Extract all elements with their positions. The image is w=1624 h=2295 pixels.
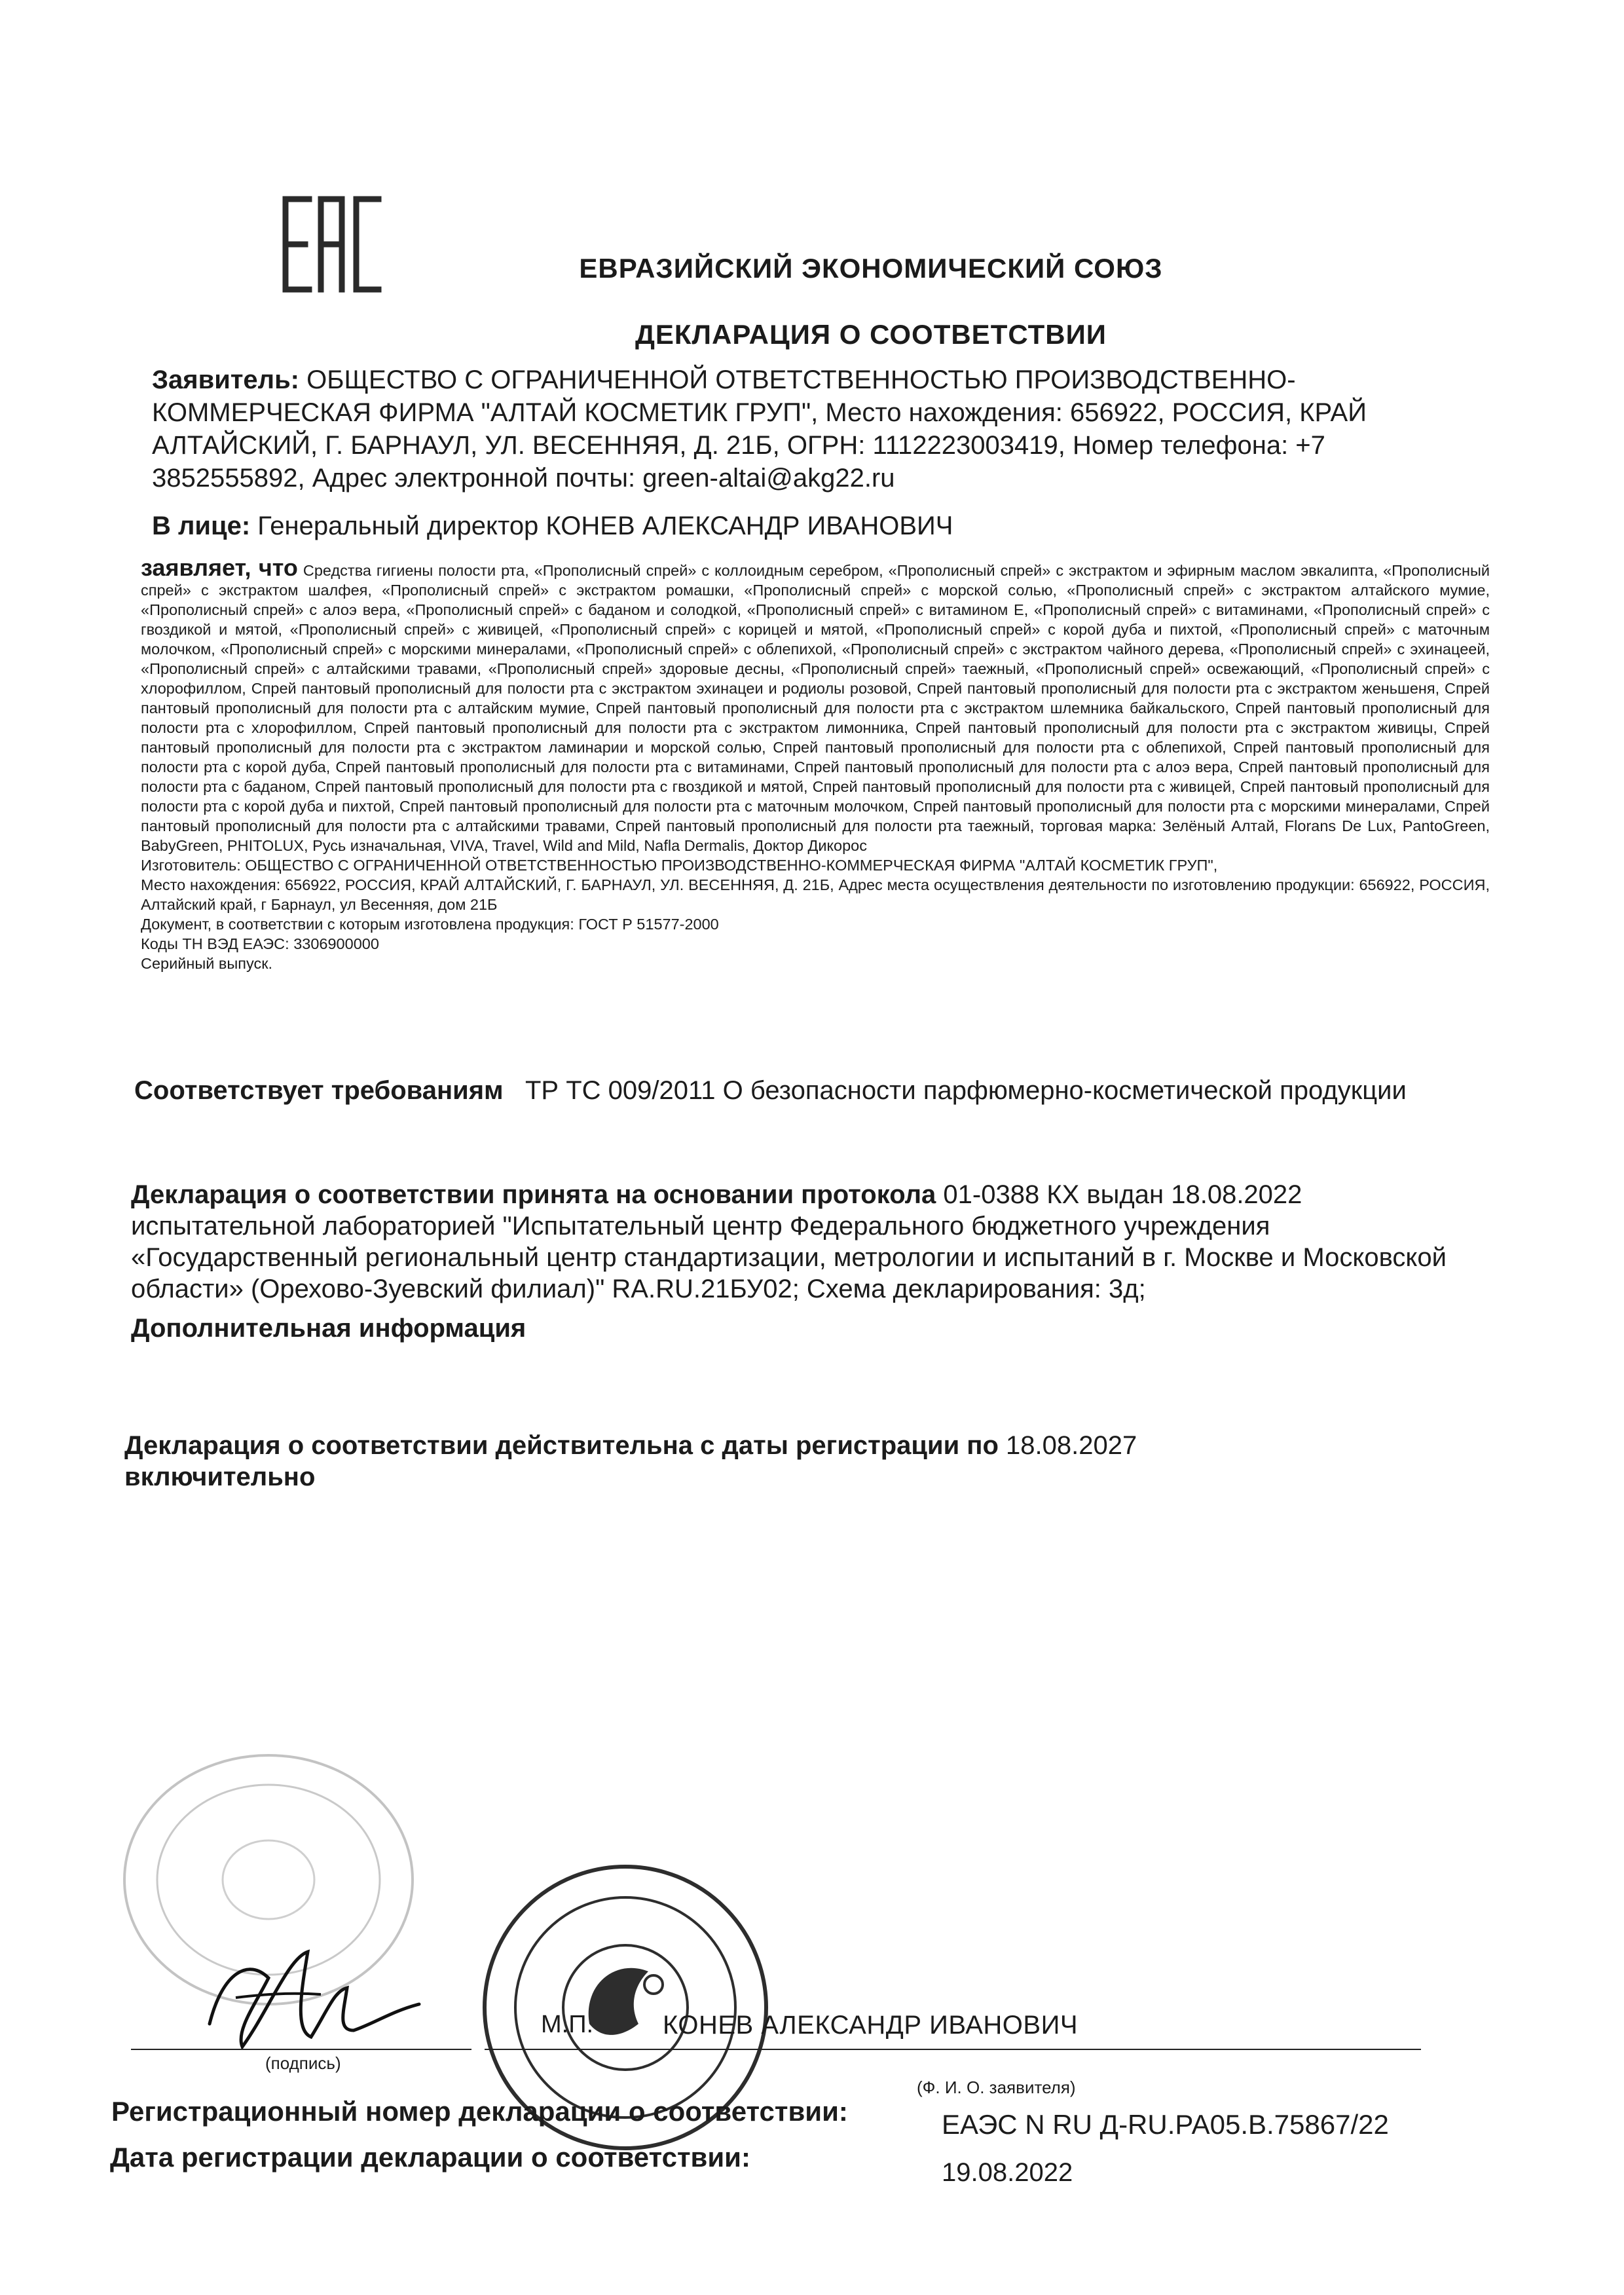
manufacturer-text: Изготовитель: ОБЩЕСТВО С ОГРАНИЧЕННОЙ ОТВЕТСТВЕННОСТЬЮ ПРОИЗВОДСТВЕННО-КОММЕРЧЕСКАЯ ФИРМА "АЛТАЙ КОСМЕТИК ГРУП", <box>141 857 1218 874</box>
location-text: Место нахождения: 656922, РОССИЯ, КРАЙ АЛТАЙСКИЙ, Г. БАРНАУЛ, УЛ. ВЕСЕННЯЯ, Д. 21Б, Адрес места осуществления деятельности по изготовлению продукции: 656922, РОССИЯ, Алтайский край, г Барнаул, ул Весенняя, дом 21Б <box>141 876 1490 913</box>
document-text: Документ, в соответствии с которым изготовлена продукция: ГОСТ Р 51577-2000 <box>141 916 719 933</box>
declaration-title: ДЕКЛАРАЦИЯ О СООТВЕТСТВИИ <box>635 319 1107 350</box>
representative-block <box>152 510 1481 542</box>
additional-info-label: Дополнительная информация <box>131 1314 526 1343</box>
requirements-block <box>134 1074 1457 1107</box>
requirements-label: Соответствует требованиям <box>134 1076 504 1105</box>
registration-number-label: Регистрационный номер декларации о соответствии: <box>111 2096 848 2127</box>
name-line <box>485 2049 1421 2050</box>
applicant-label: Заявитель: <box>152 365 299 394</box>
signature-graphic <box>196 1932 432 2057</box>
validity-suffix: включительно <box>124 1463 316 1491</box>
validity-date: 18.08.2027 <box>1006 1431 1137 1460</box>
products-text: Средства гигиены полости рта, «Прополисный спрей» с коллоидным серебром, «Прополисный спрей» с экстрактом и эфирным маслом эвкалипта, «Прополисный спрей» с экстрактом шалфея, «Прополисный спрей» с экстрактом ромашки, «Прополисный спрей» с морской солью, «Прополисный спрей» с экстрактом алтайского мумие, «Прополисный спрей» с алоэ вера, «Прополисный спрей» с баданом и солодкой, «Прополисный спрей» с витамином Е, «Прополисный спрей» с витаминами, «Прополисный спрей» с гвоздикой и мятой, «Прополисный спрей» с живицей, «Прополисный спрей» с корицей и мятой, «Прополисный спрей» с корой дуба и пихтой, «Прополисный спрей» с маточным молочком, «Прополисный спрей» с морскими минералами, «Прополисный спрей» с облепихой, «Прополисный спрей» с экстрактом чайного дерева, «Прополисный спрей» с эхинацеей, «Прополисный спрей» с алтайскими травами, «Прополисный спрей» здоровые десны, «Прополисный спрей» таежный, «Прополисный спрей» освежающий, «Прополисный спрей» с хлорофиллом, Спрей пантовый прополисный для полости рта с экстрактом эхинацеи и родиолы розовой, Спрей пантовый прополисный для полости рта с экстрактом женьшеня, Спрей пантовый прополисный для полости рта с алтайским мумие, Спрей пантовый прополисный для полости рта с экстрактом шлемника байкальского, Спрей пантовый прополисный для полости рта с хлорофиллом, Спрей пантовый прополисный для полости рта с экстрактом лимонника, Спрей пантовый прополисный для полости рта с экстрактом живицы, Спрей пантовый прополисный для полости рта с экстрактом ламинарии и морской солью, Спрей пантовый прополисный для полости рта с облепихой, Спрей пантовый прополисный для полости рта с корой дуба, Спрей пантовый прополисный для полости рта с витаминами, Спрей пантовый прополисный для полости рта с алоэ вера, Спрей пантовый прополисный для полости рта с баданом, Спрей пантовый прополисный для полости рта с гвоздикой и мятой, Спрей пантовый прополисный для полости рта с живицей, Спрей пантовый прополисный для полости рта с корой дуба и пихтой, Спрей пантовый прополисный для полости рта с маточным молочком, Спрей пантовый прополисный для полости рта с морскими минералами, Спрей пантовый прополисный для полости рта с алтайскими травами, Спрей пантовый прополисный для полости рта таежный, торговая марка: Зелёный Алтай, Florans De Lux, PantoGreen, BabyGreen, PHITOLUX, Русь изначальная, VIVA, Travel, Wild and Mild, Nafla Dermalis, Доктор Дикорос <box>141 562 1490 854</box>
applicant-name-caption: (Ф. И. О. заявителя) <box>917 2078 1076 2097</box>
seal-place-label: М.П. <box>541 2011 594 2038</box>
requirements-text: ТР ТС 009/2011 О безопасности парфюмерно-косметической продукции <box>525 1076 1407 1105</box>
applicant-block <box>152 364 1481 494</box>
applicant-name: КОНЕВ АЛЕКСАНДР ИВАНОВИЧ <box>663 2011 1078 2040</box>
signature-line <box>131 2049 471 2050</box>
validity-label: Декларация о соответствии действительна с даты регистрации по <box>124 1431 999 1460</box>
registration-date-label: Дата регистрации декларации о соответствии: <box>110 2142 750 2173</box>
series-text: Серийный выпуск. <box>141 955 273 972</box>
protocol-label: Декларация о соответствии принята на основании протокола <box>131 1180 936 1209</box>
applicant-text: ОБЩЕСТВО С ОГРАНИЧЕННОЙ ОТВЕТСТВЕННОСТЬЮ ПРОИЗВОДСТВЕННО-КОММЕРЧЕСКАЯ ФИРМА "АЛТАЙ КОСМЕТИК ГРУП", Место нахождения: 656922, РОССИЯ, КРАЙ АЛТАЙСКИЙ, Г. БАРНАУЛ, УЛ. ВЕСЕННЯЯ, Д. 21Б, ОГРН: 1112223003419, Номер телефона: +7 3852555892, Адрес электронной почты: green-altai@akg22.ru <box>152 365 1367 493</box>
protocol-text: 01-0388 КХ выдан 18.08.2022 испытательной лабораторией "Испытательный центр Федерального бюджетного учреждения «Государственный региональный центр стандартизации, метрологии и испытаний в г. Москве и Московской области» (Орехово-Зуевский филиал)" RA.RU.21БУ02; Схема декларирования: 3д; <box>131 1180 1447 1303</box>
validity-block <box>124 1430 1369 1493</box>
signature-caption: (подпись) <box>265 2053 341 2073</box>
codes-text: Коды ТН ВЭД ЕАЭС: 3306900000 <box>141 935 379 952</box>
declaration-body <box>141 554 1490 973</box>
registration-date: 19.08.2022 <box>942 2158 1073 2187</box>
registration-number: ЕАЭС N RU Д-RU.РА05.В.75867/22 <box>942 2109 1389 2140</box>
signature <box>196 1932 432 2060</box>
protocol-block <box>131 1179 1467 1305</box>
representative-label: В лице: <box>152 512 251 540</box>
union-title: ЕВРАЗИЙСКИЙ ЭКОНОМИЧЕСКИЙ СОЮЗ <box>579 253 1163 284</box>
declares-label: заявляет, что <box>141 554 298 581</box>
representative-text: Генеральный директор КОНЕВ АЛЕКСАНДР ИВАНОВИЧ <box>257 512 953 540</box>
